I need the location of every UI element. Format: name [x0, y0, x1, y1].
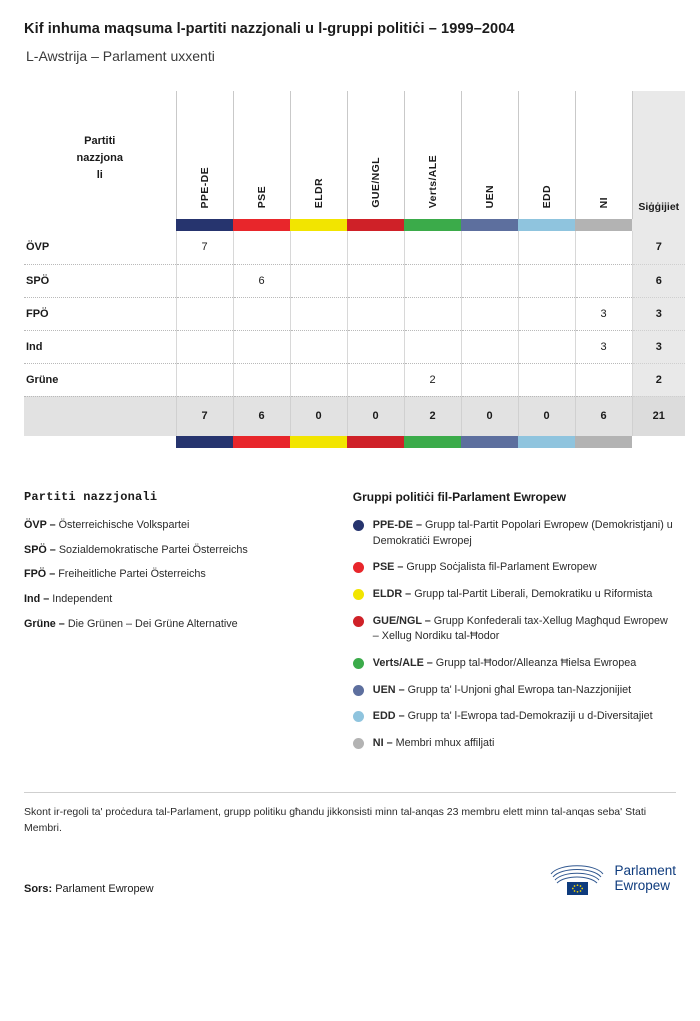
list-item [353, 560, 676, 576]
total-gue-ngl: 0 [347, 396, 404, 436]
column-header-uen: UEN [461, 91, 518, 219]
source-line [24, 883, 154, 895]
legend-national-parties [24, 490, 335, 762]
cell-grune-eldr [290, 363, 347, 396]
cell-ovp-verts-ale [404, 231, 461, 264]
list-item [24, 543, 335, 559]
cell-spo-eldr [290, 264, 347, 297]
cell-ind-gue-ngl [347, 330, 404, 363]
cell-grune-gue-ngl [347, 363, 404, 396]
cell-grune-ppe-de [176, 363, 233, 396]
cell-ovp-ppe-de: 7 [176, 231, 233, 264]
strip-bottom-verts-ale [404, 436, 461, 448]
strip-verts-ale [404, 219, 461, 231]
strip-ppe-de [176, 219, 233, 231]
cell-fpo-pse [233, 297, 290, 330]
cell-ind-ni: 3 [575, 330, 632, 363]
total-ni: 6 [575, 396, 632, 436]
footer [0, 837, 700, 913]
row-party-spo: SPÖ [24, 264, 176, 297]
cell-spo-pse: 6 [233, 264, 290, 297]
list-item [353, 518, 676, 549]
legend-group-abbr-ni: NI – [372, 736, 393, 749]
cell-ovp-ni [575, 231, 632, 264]
legend-group-name-gue-ngl: Grupp Konfederali tax-Xellug Magħqud Ewropew – Xellug Nordiku tal-Ħodor [372, 614, 668, 643]
list-item [353, 656, 676, 672]
legend-dot-edd-icon [353, 711, 364, 722]
table-row [24, 330, 685, 363]
cell-ind-total: 3 [632, 330, 685, 363]
column-header-ppe-de: PPE-DE [176, 91, 233, 219]
strip-bottom-spacer-left [24, 436, 176, 448]
list-item [353, 587, 676, 603]
strip-bottom-eldr [290, 436, 347, 448]
matrix-container [0, 65, 700, 448]
total-ppe-de: 7 [176, 396, 233, 436]
european-parliament-logo [549, 861, 676, 895]
eu-flag-hemicycle-icon [549, 861, 605, 895]
legend-group-abbr-pse: PSE – [372, 561, 404, 574]
cell-ind-edd [518, 330, 575, 363]
cell-ind-ppe-de [176, 330, 233, 363]
legend-group-name-eldr: Grupp tal-Partit Liberali, Demokratiku u Riformista [414, 587, 653, 600]
cell-ind-verts-ale [404, 330, 461, 363]
cell-fpo-uen [461, 297, 518, 330]
strip-bottom-gue-ngl [347, 436, 404, 448]
legend-dot-pse-icon [353, 562, 364, 573]
cell-spo-gue-ngl [347, 264, 404, 297]
brand-line-1: Parlament [614, 862, 676, 878]
total-verts-ale: 2 [404, 396, 461, 436]
legend-party-name-ind: Independent [52, 592, 113, 605]
legend-group-name-verts-ale: Grupp tal-Ħodor/Alleanza Ħielsa Ewropea [435, 656, 637, 669]
legend-dot-gue-ngl-icon [353, 616, 364, 627]
total-eldr: 0 [290, 396, 347, 436]
totals-row-label [24, 396, 176, 436]
source-value: Parlament Ewropew [55, 882, 154, 895]
column-header-verts-ale: Verts/ALE [404, 91, 461, 219]
cell-fpo-eldr [290, 297, 347, 330]
page-subtitle: L-Awstrija – Parlament uxxenti [26, 47, 215, 64]
cell-spo-verts-ale [404, 264, 461, 297]
legend-party-abbr-grune: Grüne – [24, 617, 65, 630]
legends [0, 448, 700, 762]
cell-fpo-ni: 3 [575, 297, 632, 330]
legend-party-abbr-fpo: FPÖ – [24, 568, 56, 581]
row-header-line-1: Partiti [84, 135, 116, 148]
legend-groups-title: Gruppi politiċi fil-Parlament Ewropew [352, 490, 567, 505]
strip-bottom-uen [461, 436, 518, 448]
matrix-header-row [24, 91, 685, 219]
cell-fpo-edd [518, 297, 575, 330]
legend-party-abbr-ovp: ÖVP – [24, 519, 56, 532]
row-header-line-2: nazzjona [76, 152, 123, 165]
cell-grune-total: 2 [632, 363, 685, 396]
legend-group-name-edd: Grupp ta' l-Ewropa tad-Demokraziji u d-Diversitajiet [407, 710, 653, 723]
column-header-gue-ngl: GUE/NGL [347, 91, 404, 219]
page-title: Kif inhuma maqsuma l-partiti nazzjonali u l-gruppi politiċi – 1999–2004 [24, 21, 515, 37]
list-item [353, 683, 676, 699]
cell-spo-ppe-de [176, 264, 233, 297]
strip-bottom-spacer-right [632, 436, 685, 448]
total-edd: 0 [518, 396, 575, 436]
cell-fpo-ppe-de [176, 297, 233, 330]
list-item [24, 617, 335, 633]
brand-text [614, 863, 676, 893]
legend-group-abbr-verts-ale: Verts/ALE – [372, 656, 433, 669]
cell-ind-eldr [290, 330, 347, 363]
table-row [24, 297, 685, 330]
legend-group-abbr-gue-ngl: GUE/NGL – [372, 614, 431, 627]
cell-ovp-pse [233, 231, 290, 264]
row-header-label [24, 91, 176, 219]
row-party-fpo: FPÖ [24, 297, 176, 330]
footnote: Skont ir-regoli ta' proċedura tal-Parlament, grupp politiku għandu jikkonsisti minn tal-anqas 23 membru elett minn tal-anqas seba' Stati Membri. [24, 806, 647, 835]
column-header-seats-total: Siġġijiet [632, 91, 685, 219]
table-row [24, 363, 685, 396]
cell-ovp-gue-ngl [347, 231, 404, 264]
cell-spo-uen [461, 264, 518, 297]
cell-ind-uen [461, 330, 518, 363]
cell-grune-verts-ale: 2 [404, 363, 461, 396]
legend-dot-uen-icon [353, 685, 364, 696]
table-row [24, 264, 685, 297]
source-label: Sors: [24, 882, 53, 895]
cell-ovp-edd [518, 231, 575, 264]
strip-eldr [290, 219, 347, 231]
cell-fpo-total: 3 [632, 297, 685, 330]
column-header-eldr: ELDR [290, 91, 347, 219]
column-header-ni: NI [575, 91, 632, 219]
cell-fpo-gue-ngl [347, 297, 404, 330]
total-uen: 0 [461, 396, 518, 436]
legend-group-abbr-eldr: ELDR – [372, 587, 412, 600]
strip-edd [518, 219, 575, 231]
seats-matrix [24, 91, 685, 448]
cell-spo-total: 6 [632, 264, 685, 297]
cell-grune-uen [461, 363, 518, 396]
cell-ovp-uen [461, 231, 518, 264]
legend-group-name-ni: Membri mhux affiljati [395, 736, 495, 749]
legend-party-name-grune: Die Grünen – Dei Grüne Alternative [67, 617, 238, 630]
legend-political-groups [353, 490, 676, 762]
strip-spacer-left [24, 219, 176, 231]
legend-group-abbr-uen: UEN – [372, 683, 405, 696]
strip-bottom-ni [575, 436, 632, 448]
list-item [353, 614, 676, 645]
list-item [24, 518, 335, 534]
strip-bottom-edd [518, 436, 575, 448]
total-pse: 6 [233, 396, 290, 436]
legend-party-abbr-spo: SPÖ – [24, 543, 56, 556]
list-item [24, 592, 335, 608]
strip-pse [233, 219, 290, 231]
legend-parties-title: Partiti nazzjonali [24, 490, 158, 505]
legend-party-abbr-ind: Ind – [24, 592, 50, 605]
strip-spacer-right [632, 219, 685, 231]
cell-ovp-total: 7 [632, 231, 685, 264]
row-party-ovp: ÖVP [24, 231, 176, 264]
strip-gue-ngl [347, 219, 404, 231]
legend-group-name-uen: Grupp ta' l-Unjoni għal Ewropa tan-Nazzjonijiet [407, 683, 632, 696]
list-item [353, 709, 676, 725]
strip-bottom-ppe-de [176, 436, 233, 448]
legend-dot-ppe-de-icon [353, 520, 364, 531]
group-color-strip-top [24, 219, 685, 231]
total-seats: 21 [632, 396, 685, 436]
cell-fpo-verts-ale [404, 297, 461, 330]
legend-group-abbr-edd: EDD – [372, 710, 405, 723]
column-header-pse: PSE [233, 91, 290, 219]
cell-spo-edd [518, 264, 575, 297]
brand-line-2: Ewropew [614, 877, 670, 893]
legend-party-name-fpo: Freiheitliche Partei Österreichs [58, 568, 206, 581]
list-item [24, 567, 335, 583]
cell-grune-ni [575, 363, 632, 396]
legend-dot-eldr-icon [353, 589, 364, 600]
cell-grune-pse [233, 363, 290, 396]
legend-party-name-ovp: Österreichische Volkspartei [58, 519, 190, 532]
column-header-edd: EDD [518, 91, 575, 219]
legend-group-abbr-ppe-de: PPE-DE – [372, 519, 422, 532]
strip-uen [461, 219, 518, 231]
totals-row [24, 396, 685, 436]
strip-ni [575, 219, 632, 231]
row-party-ind: Ind [24, 330, 176, 363]
cell-ovp-eldr [290, 231, 347, 264]
legend-dot-ni-icon [353, 738, 364, 749]
list-item [353, 736, 676, 752]
legend-party-name-spo: Sozialdemokratische Partei Österreichs [58, 543, 248, 556]
row-header-line-3: li [96, 169, 103, 182]
cell-grune-edd [518, 363, 575, 396]
legend-group-name-ppe-de: Grupp tal-Partit Popolari Ewropew (Demokristjani) u Demokratiċi Ewropej [372, 519, 673, 547]
legend-group-name-pse: Grupp Soċjalista fil-Parlament Ewropew [406, 561, 597, 574]
strip-bottom-pse [233, 436, 290, 448]
legend-dot-verts-ale-icon [353, 658, 364, 669]
table-row [24, 231, 685, 264]
cell-spo-ni [575, 264, 632, 297]
group-color-strip-bottom [24, 436, 685, 448]
row-party-grune: Grüne [24, 363, 176, 396]
cell-ind-pse [233, 330, 290, 363]
